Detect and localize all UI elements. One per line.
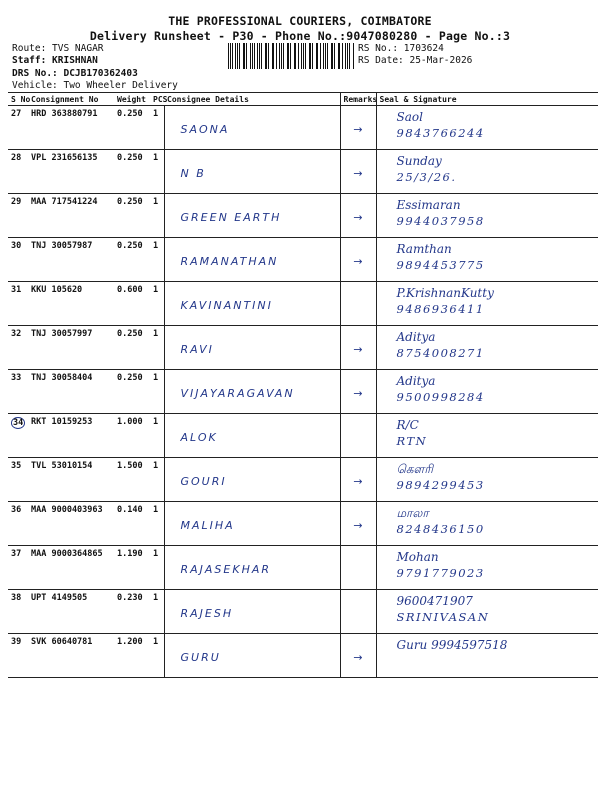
row-pcs: 1	[150, 370, 164, 414]
signature-line-2: 9486936411	[396, 302, 485, 316]
table-header-row	[8, 93, 598, 106]
row-signature	[376, 150, 598, 194]
row-pcs: 1	[150, 326, 164, 370]
row-pcs: 1	[150, 458, 164, 502]
row-consignee-details: KAVINANTINI	[164, 282, 340, 326]
table-row	[8, 282, 598, 326]
runsheet-table	[8, 92, 598, 678]
rs-date: RS Date: 25-Mar-2026	[358, 55, 473, 66]
row-signature	[376, 194, 598, 238]
signature-line-1: 9600471907	[396, 594, 473, 608]
row-pcs: 1	[150, 502, 164, 546]
row-sno: 32	[8, 326, 28, 370]
circled-sno: 34	[13, 418, 24, 428]
signature-line-1: Guru 9994597518	[396, 638, 508, 652]
signature-line-2: 8248436150	[396, 522, 485, 536]
signature-line-2: 8754008271	[396, 346, 485, 360]
drs-number: DRS No.: DCJB170362403	[12, 68, 138, 79]
row-weight: 1.200	[114, 634, 150, 678]
row-sno: 37	[8, 546, 28, 590]
row-weight: 1.190	[114, 546, 150, 590]
row-consignment-no: SVK 60640781	[28, 634, 114, 678]
route-label: Route: TVS NAGAR	[12, 43, 104, 54]
row-signature	[376, 370, 598, 414]
table-row	[8, 634, 598, 678]
row-signature	[376, 106, 598, 150]
col-details-header: Consignee Details	[164, 93, 340, 106]
row-consignee-details: MALIHA	[164, 502, 340, 546]
signature-line-2: SRINIVASAN	[396, 610, 490, 624]
table-row	[8, 458, 598, 502]
row-consignee-details: GURU	[164, 634, 340, 678]
table-row	[8, 590, 598, 634]
row-pcs: 1	[150, 194, 164, 238]
row-pcs: 1	[150, 590, 164, 634]
signature-line-1: Aditya	[396, 330, 436, 344]
row-signature	[376, 546, 598, 590]
row-sno: 31	[8, 282, 28, 326]
row-weight: 0.230	[114, 590, 150, 634]
col-remarks-header: Remarks	[340, 93, 376, 106]
row-weight: 1.000	[114, 414, 150, 458]
row-weight: 1.500	[114, 458, 150, 502]
signature-line-1: Aditya	[396, 374, 436, 388]
signature-line-1: Ramthan	[396, 242, 452, 256]
row-sno: 29	[8, 194, 28, 238]
row-sno	[8, 414, 28, 458]
signature-line-1: Mohan	[396, 550, 439, 564]
row-pcs: 1	[150, 282, 164, 326]
row-signature	[376, 458, 598, 502]
row-weight: 0.600	[114, 282, 150, 326]
table-row	[8, 546, 598, 590]
row-remark: →	[340, 194, 376, 238]
col-sno-header: S No	[8, 93, 28, 106]
row-pcs: 1	[150, 414, 164, 458]
signature-line-2: 9500998284	[396, 390, 485, 404]
row-consignee-details: VIJAYARAGAVAN	[164, 370, 340, 414]
row-consignee-details: SAONA	[164, 106, 340, 150]
col-signature-header: Seal & Signature	[376, 93, 598, 106]
row-pcs: 1	[150, 546, 164, 590]
row-remark: →	[340, 370, 376, 414]
signature-line-1: Saol	[396, 110, 423, 124]
signature-line-2: 9843766244	[396, 126, 485, 140]
row-consignment-no: UPT 4149505	[28, 590, 114, 634]
row-remark: →	[340, 150, 376, 194]
row-pcs: 1	[150, 106, 164, 150]
row-sno: 36	[8, 502, 28, 546]
row-sno: 38	[8, 590, 28, 634]
row-pcs: 1	[150, 150, 164, 194]
table-row	[8, 326, 598, 370]
row-consignment-no: TNJ 30057987	[28, 238, 114, 282]
row-signature	[376, 590, 598, 634]
barcode-icon	[228, 43, 354, 69]
signature-line-2: 25/3/26.	[396, 170, 457, 184]
table-row	[8, 194, 598, 238]
staff-label: Staff: KRISHNAN	[12, 55, 98, 66]
row-remark: →	[340, 106, 376, 150]
row-pcs: 1	[150, 634, 164, 678]
signature-line-1: கௌரி	[396, 462, 433, 476]
row-consignment-no: VPL 231656135	[28, 150, 114, 194]
signature-line-1: மாலா	[396, 506, 429, 520]
row-remark: →	[340, 502, 376, 546]
vehicle-label: Vehicle: Two Wheeler Delivery	[12, 80, 178, 91]
signature-line-1: R/C	[396, 418, 419, 432]
table-row	[8, 370, 598, 414]
table-row	[8, 238, 598, 282]
row-consignee-details: N B	[164, 150, 340, 194]
col-consignment-header: Consignment No	[28, 93, 114, 106]
row-weight: 0.250	[114, 150, 150, 194]
signature-line-1: Sunday	[396, 154, 442, 168]
row-remark	[340, 590, 376, 634]
row-weight: 0.140	[114, 502, 150, 546]
row-sno: 39	[8, 634, 28, 678]
col-weight-header: Weight	[114, 93, 150, 106]
table-row	[8, 150, 598, 194]
row-remark	[340, 546, 376, 590]
row-consignment-no: TVL 53010154	[28, 458, 114, 502]
row-weight: 0.250	[114, 194, 150, 238]
row-weight: 0.250	[114, 370, 150, 414]
row-signature	[376, 282, 598, 326]
row-sno: 28	[8, 150, 28, 194]
row-sno: 33	[8, 370, 28, 414]
signature-line-1: P.KrishnanKutty	[396, 286, 494, 300]
row-consignee-details: RAVI	[164, 326, 340, 370]
row-signature	[376, 502, 598, 546]
row-consignment-no: TNJ 30058404	[28, 370, 114, 414]
table-row	[8, 106, 598, 150]
signature-line-2: RTN	[396, 434, 428, 448]
signature-line-2: 9791779023	[396, 566, 485, 580]
row-remark: →	[340, 458, 376, 502]
row-consignee-details: GREEN EARTH	[164, 194, 340, 238]
row-sno: 35	[8, 458, 28, 502]
row-signature	[376, 414, 598, 458]
row-consignee-details: RAJASEKHAR	[164, 546, 340, 590]
table-row	[8, 414, 598, 458]
row-consignment-no: TNJ 30057997	[28, 326, 114, 370]
row-remark	[340, 414, 376, 458]
row-consignee-details: GOURI	[164, 458, 340, 502]
row-weight: 0.250	[114, 106, 150, 150]
signature-line-1: Essimaran	[396, 198, 461, 212]
row-weight: 0.250	[114, 326, 150, 370]
col-pcs-header: PCS	[150, 93, 164, 106]
row-signature	[376, 634, 598, 678]
company-title: THE PROFESSIONAL COURIERS, COIMBATORE	[168, 14, 432, 28]
row-signature	[376, 326, 598, 370]
row-consignment-no: MAA 9000403963	[28, 502, 114, 546]
row-consignment-no: KKU 105620	[28, 282, 114, 326]
row-sno: 30	[8, 238, 28, 282]
row-remark: →	[340, 326, 376, 370]
signature-line-2: 9944037958	[396, 214, 485, 228]
row-consignment-no: MAA 9000364865	[28, 546, 114, 590]
row-remark: →	[340, 634, 376, 678]
row-pcs: 1	[150, 238, 164, 282]
row-consignee-details: ALOK	[164, 414, 340, 458]
row-consignee-details: RAJESH	[164, 590, 340, 634]
row-consignment-no: MAA 717541224	[28, 194, 114, 238]
row-consignment-no: RKT 10159253	[28, 414, 114, 458]
row-consignment-no: HRD 363880791	[28, 106, 114, 150]
rs-number: RS No.: 1703624	[358, 43, 444, 54]
signature-line-2: 9894453775	[396, 258, 485, 272]
row-weight: 0.250	[114, 238, 150, 282]
table-row	[8, 502, 598, 546]
signature-line-2: 9894299453	[396, 478, 485, 492]
row-signature	[376, 238, 598, 282]
row-sno: 27	[8, 106, 28, 150]
runsheet-subtitle: Delivery Runsheet - P30 - Phone No.:9047080280 - Page No.:3	[89, 29, 511, 43]
row-consignee-details: RAMANATHAN	[164, 238, 340, 282]
row-remark: →	[340, 238, 376, 282]
row-remark	[340, 282, 376, 326]
